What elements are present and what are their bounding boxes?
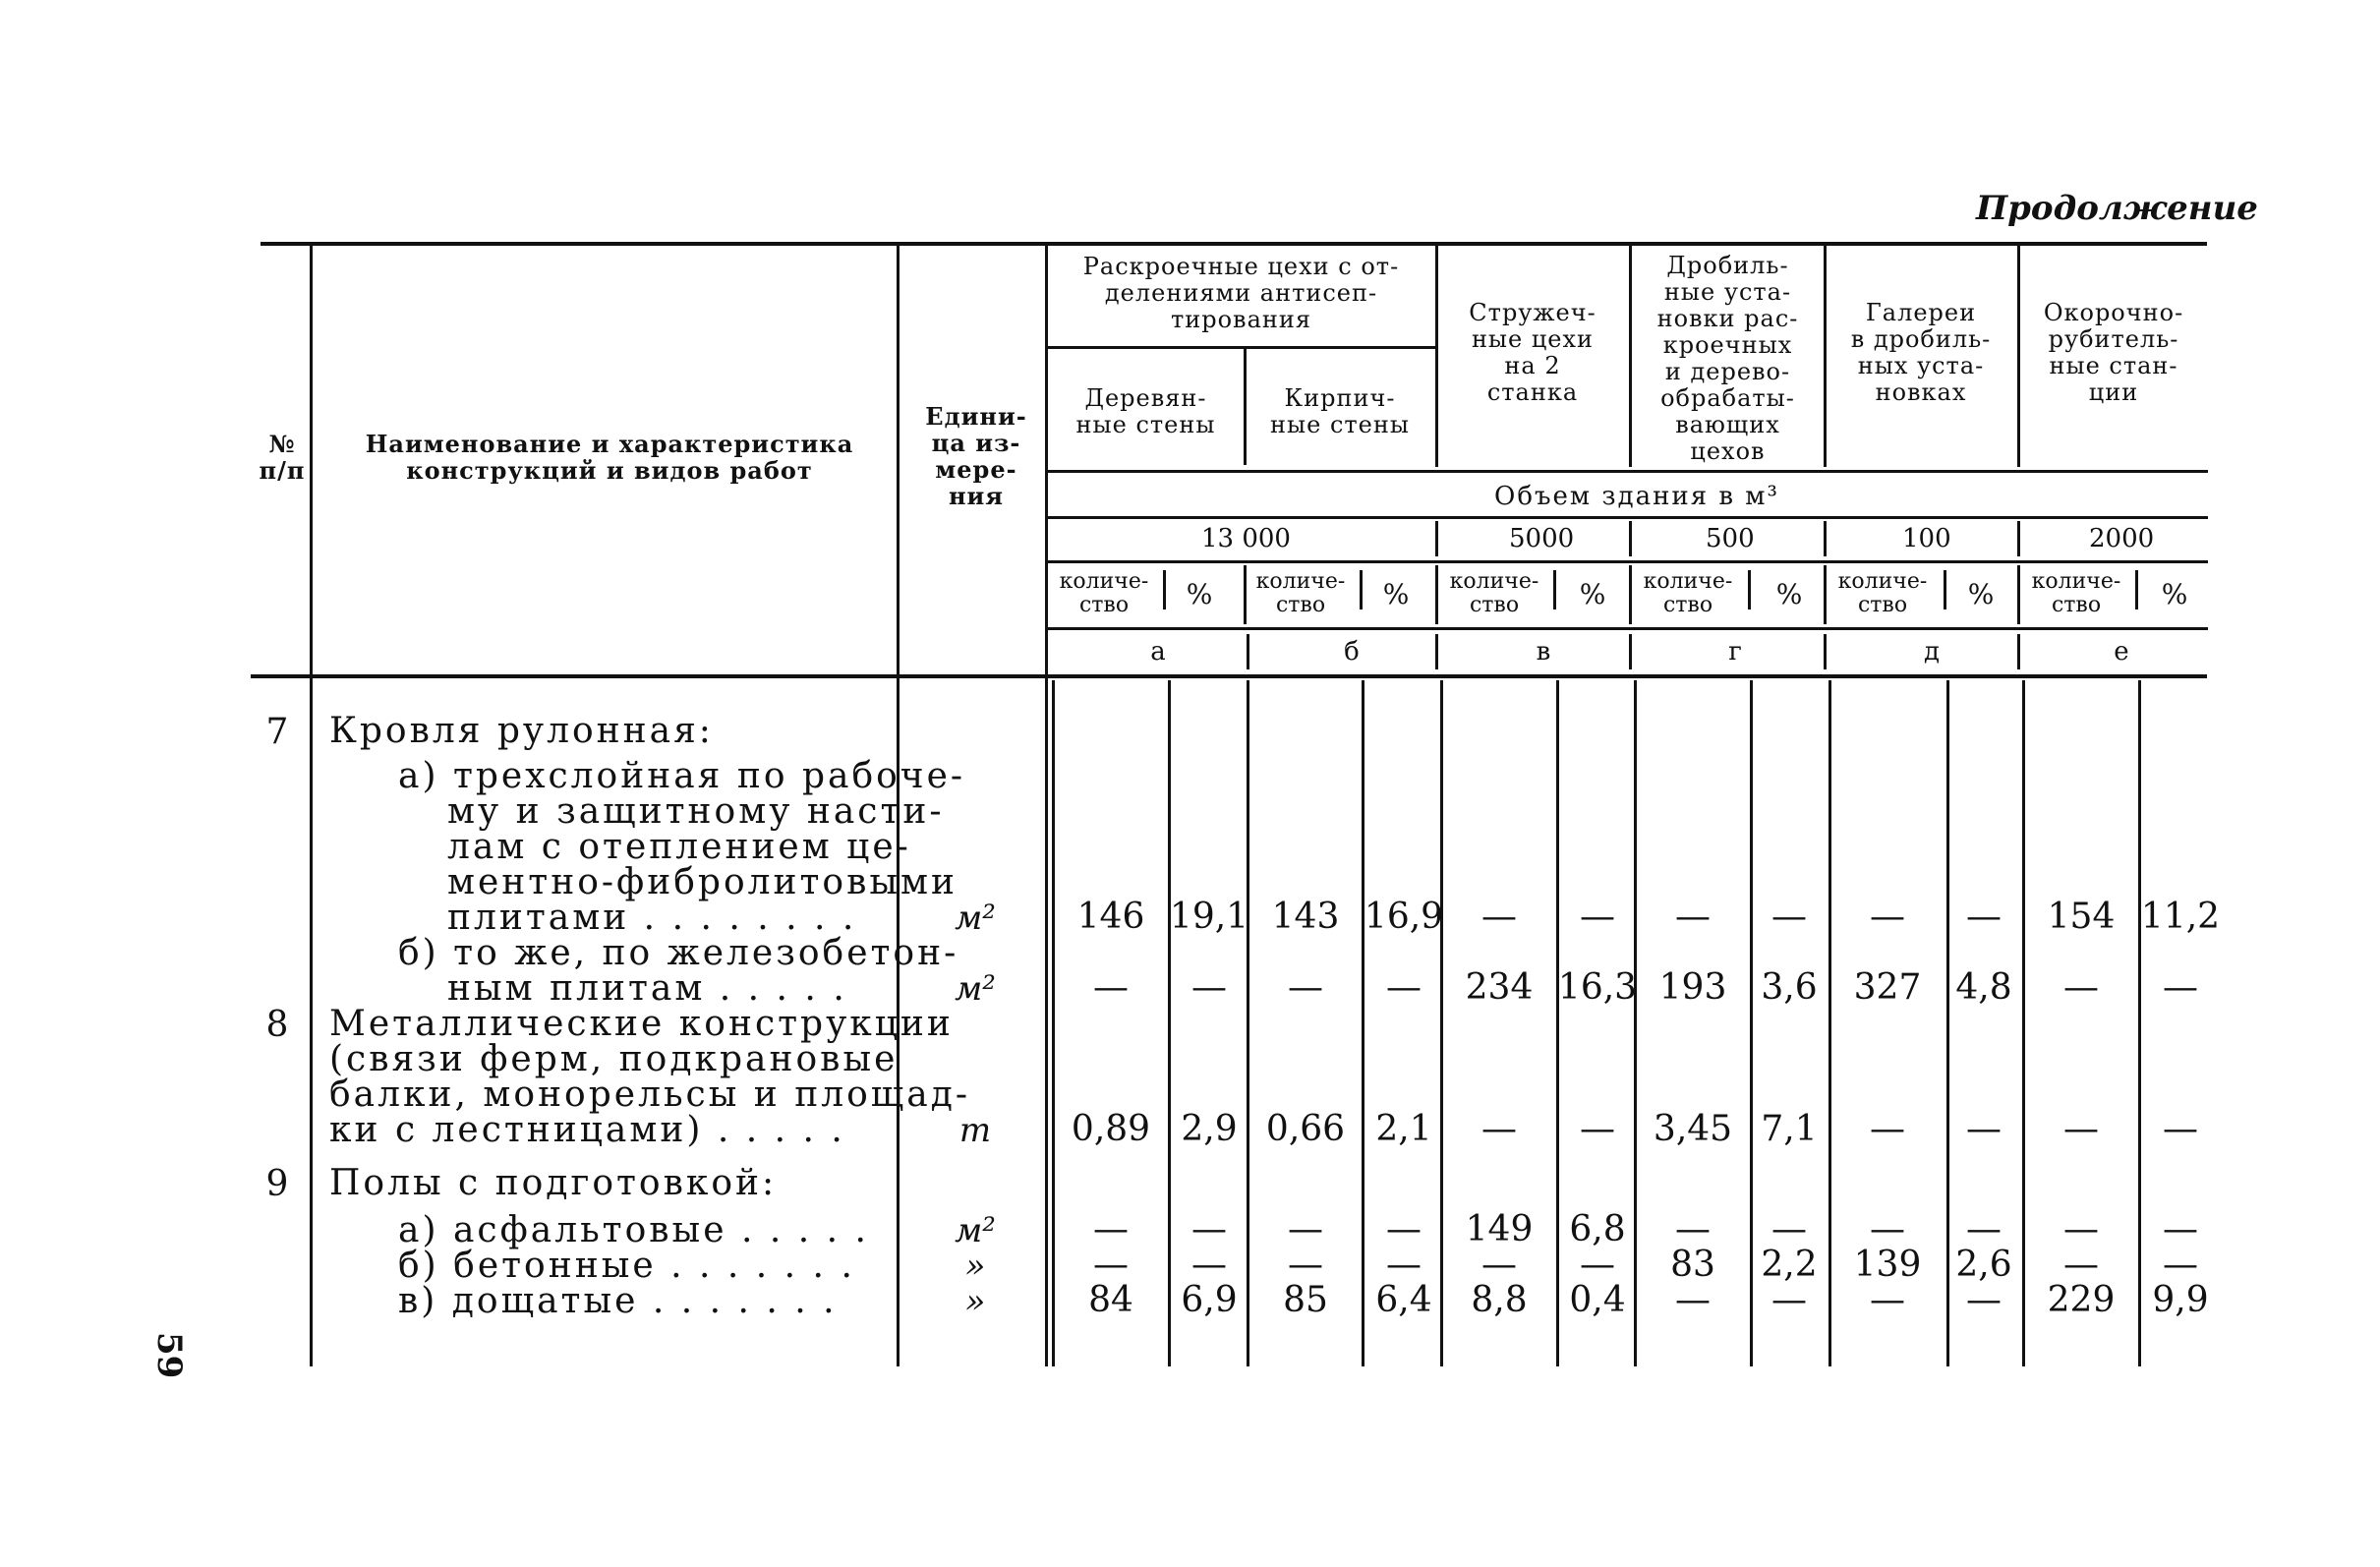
qty-sep-d <box>1944 570 1946 609</box>
pct-header-e: % <box>2161 578 2188 610</box>
letter-g: г <box>1728 637 1742 667</box>
header-volume: Объем здания в м³ <box>1494 482 1779 511</box>
letter-b: б <box>1344 637 1360 667</box>
row-8-val-7: 3,45 <box>1653 1109 1733 1149</box>
qty-sep-vg <box>1629 565 1632 624</box>
header-number: № п/п <box>259 430 306 485</box>
row-9a-val-10: — <box>1966 1209 2002 1249</box>
header-sub-b: Кирпич- ные стены <box>1270 384 1410 438</box>
vol-sep-4 <box>2017 521 2020 556</box>
row-7b-val-3: — <box>1288 967 1323 1008</box>
row-9c-val-2: 6,9 <box>1181 1280 1238 1320</box>
row-9c-val-10: — <box>1966 1280 2002 1320</box>
qty-sep-g <box>1748 570 1751 609</box>
row-7a-line-3: лам с отеплением це- <box>447 827 911 867</box>
ltr-sep-1 <box>1247 634 1249 669</box>
row-9b-val-10: 2,6 <box>1955 1245 2012 1285</box>
row-8-val-10: — <box>1966 1109 2002 1149</box>
row-7b-val-7: 193 <box>1658 967 1727 1008</box>
row-9c-val-9: — <box>1870 1280 1905 1320</box>
ltr-sep-2 <box>1435 634 1438 669</box>
volume-e: 2000 <box>2089 524 2155 553</box>
vol-sep-3 <box>1824 521 1827 556</box>
row-9a-val-5: 149 <box>1465 1209 1534 1249</box>
qty-sep-de <box>2017 565 2020 624</box>
row-9c-val-8: — <box>1771 1280 1807 1320</box>
qty-sep-b <box>1360 570 1363 609</box>
row-7b-val-5: 234 <box>1465 967 1534 1008</box>
volume-d: 100 <box>1902 524 1951 553</box>
row-8-number: 8 <box>265 1005 289 1045</box>
row-7b-line-2: ным плитам . . . . . <box>447 968 847 1009</box>
row-9a-unit: м² <box>955 1211 996 1250</box>
row-9b-val-1: — <box>1093 1245 1129 1285</box>
rule-under-group-a <box>1048 346 1435 349</box>
row-8-val-11: — <box>2063 1109 2099 1149</box>
qty-header-g: количе- ство <box>1643 569 1733 617</box>
row-9b-val-8: 2,2 <box>1761 1245 1818 1285</box>
row-7a-unit: м² <box>955 899 996 938</box>
row-8-val-4: 2,1 <box>1375 1109 1432 1149</box>
row-9b-val-9: 139 <box>1853 1245 1922 1285</box>
row-7a-val-11: 154 <box>2047 897 2116 937</box>
row-9b-val-7: 83 <box>1670 1245 1715 1285</box>
page-number: 59 <box>149 1332 189 1379</box>
header-name: Наименование и характеристика конструкций и видов работ <box>365 430 854 485</box>
pct-header-v: % <box>1579 578 1606 610</box>
row-9a-val-6: 6,8 <box>1569 1209 1626 1249</box>
qty-header-d: количе- ство <box>1837 569 1928 617</box>
row-7a-val-5: — <box>1481 897 1517 937</box>
row-8-line-4: ки с лестницами) . . . . . <box>329 1110 845 1150</box>
header-unit: Едини- ца из- мере- ния <box>925 402 1027 510</box>
row-7b-val-6: 16,3 <box>1557 967 1638 1008</box>
ltr-sep-3 <box>1629 634 1632 669</box>
row-7b-val-11: — <box>2063 967 2099 1008</box>
qty-header-v: количе- ство <box>1449 569 1539 617</box>
row-7a-val-10: — <box>1966 897 2002 937</box>
row-9b-val-3: — <box>1288 1245 1323 1285</box>
row-7b-val-1: — <box>1093 967 1129 1008</box>
row-7a-line-1: а) трехслойная по рабоче- <box>398 756 966 796</box>
row-7a-val-6: — <box>1580 897 1615 937</box>
row-9c-val-1: 84 <box>1088 1280 1133 1320</box>
vol-sep-2 <box>1629 521 1632 556</box>
rule-under-volume <box>1048 516 2208 519</box>
row-7-number: 7 <box>265 712 289 752</box>
qty-header-b: количе- ство <box>1255 569 1346 617</box>
row-9b-val-11: — <box>2063 1245 2099 1285</box>
row-7a-val-1: 146 <box>1076 897 1145 937</box>
row-9b-val-2: — <box>1191 1245 1227 1285</box>
row-7b-val-12: — <box>2163 967 2198 1008</box>
row-8-val-3: 0,66 <box>1265 1109 1346 1149</box>
row-7b-val-4: — <box>1386 967 1422 1008</box>
row-7a-val-4: 16,9 <box>1364 897 1444 937</box>
row-9c-val-4: 6,4 <box>1375 1280 1432 1320</box>
row-8-line-1: Металлические конструкции <box>329 1004 954 1044</box>
row-9a-val-1: — <box>1093 1209 1129 1249</box>
row-9-title: Полы с подготовкой: <box>329 1163 778 1203</box>
row-9a-val-9: — <box>1870 1209 1905 1249</box>
row-7a-line-4: ментно-фибролитовыми <box>447 862 958 902</box>
header-group-v: Стружеч- ные цехи на 2 станка <box>1469 299 1596 406</box>
pct-header-b: % <box>1382 578 1410 610</box>
pct-header-g: % <box>1775 578 1803 610</box>
row-9c-unit: » <box>964 1282 986 1321</box>
letter-e: е <box>2114 637 2129 667</box>
header-group-a: Раскроечные цехи с от- делениями антисеп- тирования <box>1082 253 1400 333</box>
row-8-line-3: балки, монорельсы и площад- <box>329 1074 971 1115</box>
qty-header-e: количе- ство <box>2031 569 2121 617</box>
rule-above-volume <box>1048 470 2208 473</box>
row-7a-val-12: 11,2 <box>2140 897 2221 937</box>
row-9c-val-7: — <box>1675 1280 1711 1320</box>
qty-header-a: количе- ство <box>1059 569 1149 617</box>
qty-sep-a <box>1163 570 1166 609</box>
qty-sep-bv <box>1435 565 1438 624</box>
row-9c-val-6: 0,4 <box>1569 1280 1626 1320</box>
volume-v: 5000 <box>1509 524 1575 553</box>
row-7a-val-2: 19,1 <box>1169 897 1249 937</box>
row-9a-val-11: — <box>2063 1209 2099 1249</box>
row-7b-line-1: б) то же, по железобетон- <box>398 933 959 973</box>
row-7a-val-7: — <box>1675 897 1711 937</box>
header-group-e: Окорочно- рубитель- ные стан- ции <box>2043 299 2184 406</box>
row-9b-label: б) бетонные . . . . . . . <box>398 1246 855 1286</box>
row-9c-label: в) дощатые . . . . . . . <box>398 1281 838 1321</box>
rule-under-volumes <box>1048 560 2208 563</box>
row-8-val-5: — <box>1481 1109 1517 1149</box>
row-7b-val-10: 4,8 <box>1955 967 2012 1008</box>
header-group-g: Дробиль- ные уста- новки рас- кроечных и дерево- обрабаты- вающих цехов <box>1656 252 1799 465</box>
row-9a-label: а) асфальтовые . . . . . <box>398 1210 869 1250</box>
ltr-sep-4 <box>1824 634 1827 669</box>
letter-a: а <box>1150 637 1166 667</box>
row-9b-val-12: — <box>2163 1245 2198 1285</box>
row-7b-val-8: 3,6 <box>1761 967 1818 1008</box>
row-9b-val-4: — <box>1386 1245 1422 1285</box>
row-9a-val-8: — <box>1771 1209 1807 1249</box>
qty-sep-v <box>1553 570 1556 609</box>
ltr-sep-5 <box>2017 634 2020 669</box>
row-7a-line-2: му и защитному насти- <box>447 791 945 832</box>
row-8-val-12: — <box>2163 1109 2198 1149</box>
row-7-title: Кровля рулонная: <box>329 711 714 751</box>
row-8-unit: т <box>958 1111 992 1150</box>
header-group-d: Галереи в дробиль- ных уста- новках <box>1850 299 1992 406</box>
qty-sep-e <box>2135 570 2138 609</box>
row-9a-val-7: — <box>1675 1209 1711 1249</box>
row-9b-val-6: — <box>1580 1245 1615 1285</box>
row-9a-val-3: — <box>1288 1209 1323 1249</box>
row-7a-val-8: — <box>1771 897 1807 937</box>
row-7a-val-3: 143 <box>1271 897 1340 937</box>
pct-header-a: % <box>1186 578 1213 610</box>
volume-a: 13 000 <box>1201 524 1291 553</box>
volume-g: 500 <box>1706 524 1755 553</box>
header-sub-a: Деревян- ные стены <box>1075 384 1216 438</box>
row-7b-val-9: 327 <box>1853 967 1922 1008</box>
row-9c-val-11: 229 <box>2047 1280 2116 1320</box>
row-8-val-6: — <box>1580 1109 1615 1149</box>
row-9b-unit: » <box>964 1247 986 1286</box>
row-8-val-2: 2,9 <box>1181 1109 1238 1149</box>
row-9c-val-12: 9,9 <box>2152 1280 2209 1320</box>
col-line-unit <box>1045 246 1048 1366</box>
pct-header-d: % <box>1967 578 1995 610</box>
row-9a-val-4: — <box>1386 1209 1422 1249</box>
continuation-caption: Продолжение <box>1976 189 2258 228</box>
row-9a-val-12: — <box>2163 1209 2198 1249</box>
rule-under-qty <box>1048 627 2208 630</box>
row-7b-val-2: — <box>1191 967 1227 1008</box>
letter-d: д <box>1923 637 1940 667</box>
row-8-val-1: 0,89 <box>1071 1109 1151 1149</box>
vol-sep-1 <box>1435 521 1438 556</box>
qty-sep-gd <box>1824 565 1827 624</box>
row-8-val-8: 7,1 <box>1761 1109 1818 1149</box>
table-top-rule <box>261 242 2207 246</box>
row-7a-line-5: плитами . . . . . . . . <box>447 898 857 938</box>
row-9b-val-5: — <box>1481 1245 1517 1285</box>
row-7b-unit: м² <box>955 969 996 1009</box>
row-8-line-2: (связи ферм, подкрановые <box>329 1039 899 1079</box>
header-bottom-rule <box>251 674 2207 678</box>
row-9a-val-2: — <box>1191 1209 1227 1249</box>
col-line-num <box>310 246 313 1366</box>
letter-v: в <box>1536 637 1551 667</box>
row-9-number: 9 <box>265 1164 289 1204</box>
row-8-val-9: — <box>1870 1109 1905 1149</box>
row-9c-val-5: 8,8 <box>1471 1280 1528 1320</box>
row-7a-val-9: — <box>1870 897 1905 937</box>
row-9c-val-3: 85 <box>1283 1280 1328 1320</box>
